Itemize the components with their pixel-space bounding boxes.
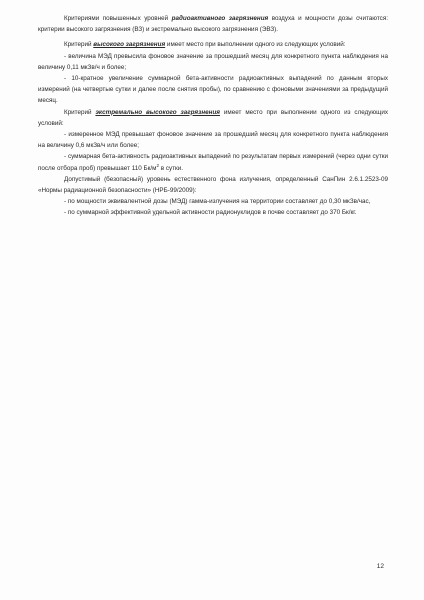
page-number: 12: [376, 563, 384, 570]
text-span: - суммарная бета-активность радиоактивных выпадений по результатам первых измерений (через одни сутки после отбора проб) превышает 110 Бк/м: [38, 153, 388, 172]
emphasis-extreme-contamination: экстремально высокого загрязнения: [95, 108, 221, 116]
paragraph-high-contamination: [38, 39, 388, 50]
list-item-extreme-1: - измеренное МЭД превышает фоновое значение за прошедший месяц для конкретного пункта наблюдения на величину 0,6 мкЗв/ч или более;: [38, 131, 388, 150]
list-item-permissible-2: - по суммарной эффективной удельной активности радионуклидов в почве составляет до 370 Бк/кг.: [64, 209, 357, 217]
paragraph-extreme-contamination: [38, 107, 388, 129]
list-item-high-1: - величина МЭД превысила фоновое значение за прошедший месяц для конкретного пункта наблюдения на величину 0,11 мкЗв/ч и более;: [38, 52, 388, 71]
emphasis-radioactive-contamination: радиоактивного загрязнения: [171, 15, 269, 22]
paragraph-permissible-level: Допустимый (безопасный) уровень естественного фона излучения, определенный СанПин 2.6.1.2523-09 «Нормы радиационной безопасности» (НРБ-99/2009):: [38, 175, 388, 195]
text-span: имеет место при выполнении одного из следующих условий:: [38, 108, 388, 127]
superscript: 2: [156, 162, 159, 168]
paragraph-criteria-intro: [38, 13, 388, 35]
emphasis-high-contamination: высокого загрязнения: [93, 41, 166, 49]
document-body: [38, 13, 388, 219]
text-span: Критерий: [64, 108, 96, 116]
text-span: Критерий: [64, 41, 94, 49]
text-span: воздуха и мощности дозы считаются: критерии высокого загрязнения (ВЗ) и экстремально высокого загрязнения (ЭВЗ).: [38, 15, 388, 34]
list-item-high-2: - 10-кратное увеличение суммарной бета-активности радиоактивных выпадений по данным вторых измерений (на четвертые сутки и далее после снятия пробы), по сравнению с фоновыми значениями за предыдущий месяц.: [38, 75, 388, 105]
text-span: Критериями повышенных уровней: [64, 15, 172, 22]
list-item-extreme-2: [38, 151, 388, 173]
text-span: в сутки.: [159, 164, 184, 172]
text-span: имеет место при выполнении одного из следующих условий:: [165, 41, 346, 49]
list-item-permissible-1: - по мощности эквивалентной дозы (МЭД) гамма-излучения на территории составляет до 0,30 мкЗв/час,: [64, 198, 371, 206]
